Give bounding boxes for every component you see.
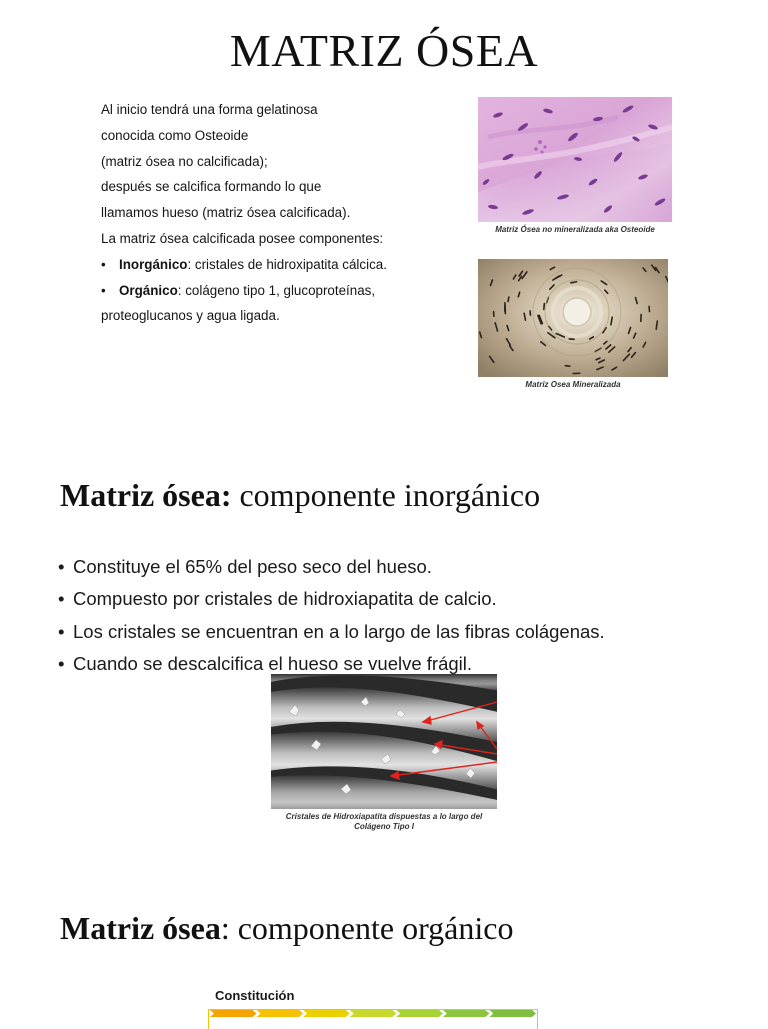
bullet-term: Inorgánico: [119, 257, 187, 272]
list-item-text: Cuando se descalcifica el hueso se vuelve frágil.: [73, 653, 472, 674]
title-bold: Matriz ósea: [60, 910, 221, 946]
osteoide-caption: Matriz Ósea no mineralizada aka Osteoide: [478, 225, 672, 234]
list-item-text: Los cristales se encuentran en a lo largo de las fibras colágenas.: [73, 621, 605, 642]
section-title-organic: [60, 910, 513, 947]
lacuna-mark: [571, 282, 577, 283]
intro-line: después se calcifica formando lo que: [101, 174, 431, 200]
bullet-sep: :: [178, 283, 182, 298]
page-title: MATRIZ ÓSEA: [0, 24, 768, 77]
title-rest: componente inorgánico: [231, 477, 540, 513]
intro-text: [101, 97, 431, 329]
bullet-icon: •: [101, 252, 119, 278]
mineralized-caption: Matriz Osea Mineralizada: [478, 380, 668, 389]
title-bold: Matriz ósea:: [60, 477, 231, 513]
chevron-segment: [210, 1010, 257, 1017]
bullet-icon: •: [58, 616, 73, 648]
intro-line: (matriz ósea no calcificada);: [101, 149, 431, 175]
bullet-term: Orgánico: [119, 283, 178, 298]
intro-line: Al inicio tendrá una forma gelatinosa: [101, 97, 431, 123]
bullet-sep: :: [187, 257, 191, 272]
component-bullet-inorganic: [101, 252, 431, 278]
sem-collagen-image: [271, 674, 497, 809]
section-title-inorganic: [60, 477, 540, 514]
intro-line: llamamos hueso (matriz ósea calcificada).: [101, 200, 431, 226]
osteoide-micrograph: [478, 97, 672, 222]
chevron-segment: [303, 1010, 350, 1017]
diagram-label: Constitución: [215, 988, 294, 1003]
chevron-segment: [443, 1010, 490, 1017]
chevron-segment: [350, 1010, 397, 1017]
component-bullet-organic: [101, 278, 431, 304]
list-item: [58, 551, 605, 583]
intro-line: proteoglucanos y agua ligada.: [101, 303, 431, 329]
bullet-icon: •: [101, 278, 119, 304]
bullet-text: cristales de hidroxipatita cálcica.: [191, 257, 387, 272]
inorganic-bullet-list: [58, 551, 605, 680]
bullet-icon: •: [58, 648, 73, 680]
chevron-progress-strip: [210, 1010, 536, 1017]
chevron-segment: [489, 1010, 536, 1017]
lacuna-mark: [656, 321, 657, 329]
lacuna-mark: [508, 297, 509, 302]
chevron-segment: [396, 1010, 443, 1017]
bullet-icon: •: [58, 551, 73, 583]
intro-line: conocida como Osteoide: [101, 123, 431, 149]
sem-caption-line: Colágeno Tipo I: [271, 822, 497, 832]
list-item-text: Compuesto por cristales de hidroxiapatita de calcio.: [73, 588, 497, 609]
bullet-text: colágeno tipo 1, glucoproteínas,: [182, 283, 376, 298]
list-item-text: Constituye el 65% del peso seco del hueso.: [73, 556, 432, 577]
bullet-icon: •: [58, 583, 73, 615]
sem-caption-line: Cristales de Hidroxiapatita dispuestas a lo largo del: [271, 812, 497, 822]
intro-line: La matriz ósea calcificada posee componentes:: [101, 226, 431, 252]
title-rest: : componente orgánico: [221, 910, 514, 946]
lacuna-mark: [544, 304, 545, 310]
list-item: [58, 616, 605, 648]
mineralized-bone-micrograph: [478, 259, 668, 377]
chevron-segment: [257, 1010, 304, 1017]
sem-caption: [271, 812, 497, 832]
list-item: [58, 583, 605, 615]
